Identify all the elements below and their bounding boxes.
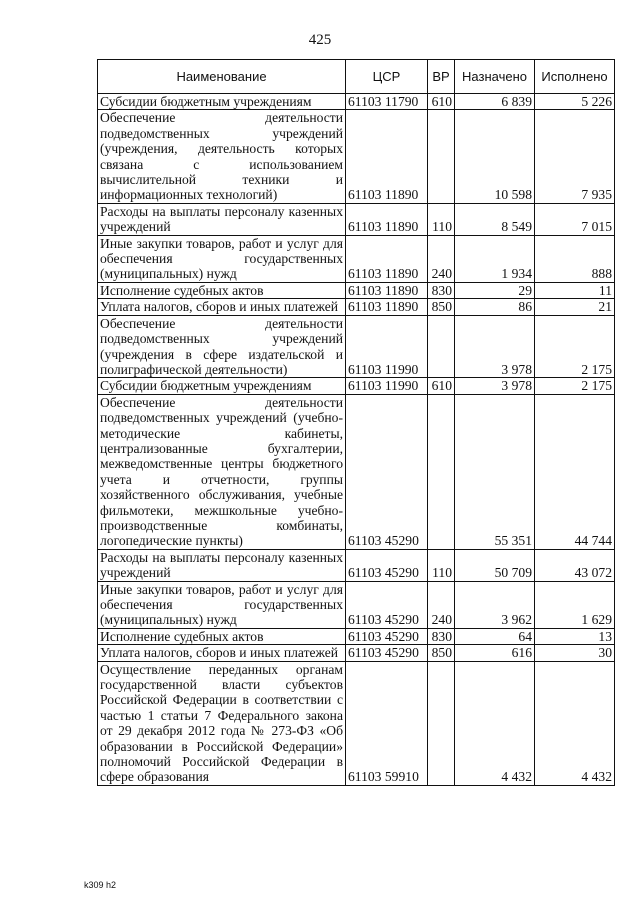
table-row: [98, 581, 615, 628]
row-planned: 3 962: [455, 581, 535, 628]
header-vr: ВР: [428, 60, 455, 94]
row-csr: 61103 45290: [346, 549, 428, 581]
table-row: [98, 94, 615, 110]
page-number: 425: [308, 32, 332, 48]
row-csr: 61103 45290: [346, 628, 428, 644]
row-planned: 64: [455, 628, 535, 644]
row-csr: 61103 11890: [346, 203, 428, 235]
row-planned: 86: [455, 299, 535, 315]
header-csr: ЦСР: [346, 60, 428, 94]
row-name: Уплата налогов, сборов и иных платежей: [98, 645, 346, 661]
row-vr: 110: [428, 549, 455, 581]
footer-code: k309 h2: [84, 880, 117, 890]
table-row: [98, 661, 615, 785]
row-csr: 61103 45290: [346, 645, 428, 661]
row-name: Обеспечение деятельности подведомственных учреждений (учреждения, деятельность которых связана с использованием вычислительной техники и информационных технологий): [98, 110, 346, 203]
table-row: [98, 315, 615, 378]
row-vr: [428, 661, 455, 785]
row-name: Исполнение судебных актов: [98, 628, 346, 644]
row-vr: 240: [428, 581, 455, 628]
table-row: [98, 394, 615, 549]
row-planned: 8 549: [455, 203, 535, 235]
row-planned: 1 934: [455, 235, 535, 282]
row-executed: 43 072: [535, 549, 615, 581]
row-csr: 61103 11990: [346, 378, 428, 394]
table-row: [98, 378, 615, 394]
table-row: [98, 645, 615, 661]
row-vr: 610: [428, 94, 455, 110]
row-vr: [428, 110, 455, 203]
row-name: Расходы на выплаты персоналу казенных учреждений: [98, 549, 346, 581]
row-planned: 616: [455, 645, 535, 661]
table-row: [98, 203, 615, 235]
row-planned: 50 709: [455, 549, 535, 581]
row-csr: 61103 11790: [346, 94, 428, 110]
row-executed: 2 175: [535, 378, 615, 394]
row-executed: 21: [535, 299, 615, 315]
row-planned: 6 839: [455, 94, 535, 110]
row-name: Исполнение судебных актов: [98, 282, 346, 298]
row-executed: 1 629: [535, 581, 615, 628]
row-planned: 3 978: [455, 378, 535, 394]
table-row: [98, 299, 615, 315]
table-row: [98, 282, 615, 298]
row-name: Обеспечение деятельности подведомственных учреждений (учреждения в сфере издательской и полиграфической деятельности): [98, 315, 346, 378]
row-csr: 61103 11990: [346, 315, 428, 378]
row-executed: 7 015: [535, 203, 615, 235]
row-planned: 3 978: [455, 315, 535, 378]
row-executed: 5 226: [535, 94, 615, 110]
row-planned: 4 432: [455, 661, 535, 785]
table-row: [98, 628, 615, 644]
row-csr: 61103 11890: [346, 235, 428, 282]
header-name: Наименование: [98, 60, 346, 94]
header-planned: Назначено: [455, 60, 535, 94]
row-vr: 240: [428, 235, 455, 282]
row-planned: 55 351: [455, 394, 535, 549]
row-executed: 2 175: [535, 315, 615, 378]
table-header-row: [98, 60, 615, 94]
row-vr: [428, 315, 455, 378]
table-row: [98, 549, 615, 581]
row-name: Субсидии бюджетным учреждениям: [98, 94, 346, 110]
row-planned: 29: [455, 282, 535, 298]
row-csr: 61103 11890: [346, 110, 428, 203]
header-executed: Исполнено: [535, 60, 615, 94]
row-vr: 610: [428, 378, 455, 394]
row-csr: 61103 45290: [346, 394, 428, 549]
row-vr: 110: [428, 203, 455, 235]
row-vr: [428, 394, 455, 549]
row-vr: 850: [428, 299, 455, 315]
row-vr: 830: [428, 282, 455, 298]
row-name: Иные закупки товаров, работ и услуг для обеспечения государственных (муниципальных) нужд: [98, 235, 346, 282]
row-planned: 10 598: [455, 110, 535, 203]
row-vr: 850: [428, 645, 455, 661]
row-vr: 830: [428, 628, 455, 644]
row-name: Обеспечение деятельности подведомственных учреждений (учебно-методические кабинеты, централизованные бухгалтерии, межведомственные центры бюджетного учета и отчетности, группы хозяйственного обслуживания, учебные фильмотеки, межшкольные учебно-производственные комбинаты, логопедические пункты): [98, 394, 346, 549]
row-csr: 61103 11890: [346, 282, 428, 298]
row-csr: 61103 59910: [346, 661, 428, 785]
row-executed: 7 935: [535, 110, 615, 203]
table-row: [98, 110, 615, 203]
table-row: [98, 235, 615, 282]
row-csr: 61103 45290: [346, 581, 428, 628]
row-executed: 4 432: [535, 661, 615, 785]
row-executed: 888: [535, 235, 615, 282]
row-name: Иные закупки товаров, работ и услуг для обеспечения государственных (муниципальных) нужд: [98, 581, 346, 628]
row-name: Осуществление переданных органам государственной власти субъектов Российской Федерации в соответствии с частью 1 статьи 7 Федерального закона от 29 декабря 2012 года № 273-ФЗ «Об образовании в Российской Федерации» полномочий Российской Федерации в сфере образования: [98, 661, 346, 785]
row-name: Субсидии бюджетным учреждениям: [98, 378, 346, 394]
row-executed: 44 744: [535, 394, 615, 549]
budget-table: [97, 59, 615, 786]
row-name: Уплата налогов, сборов и иных платежей: [98, 299, 346, 315]
row-csr: 61103 11890: [346, 299, 428, 315]
row-executed: 13: [535, 628, 615, 644]
row-executed: 11: [535, 282, 615, 298]
row-name: Расходы на выплаты персоналу казенных учреждений: [98, 203, 346, 235]
row-executed: 30: [535, 645, 615, 661]
